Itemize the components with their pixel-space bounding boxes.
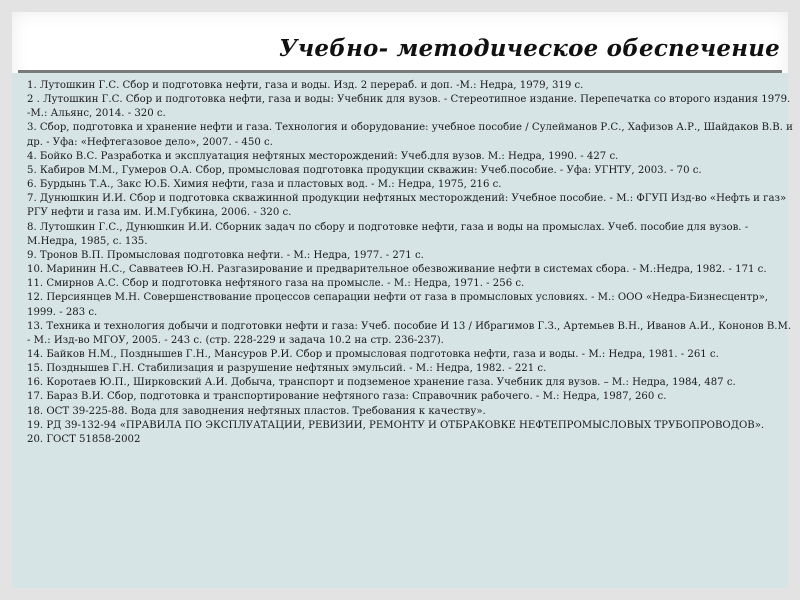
reference-item: 10. Маринин Н.С., Савватеев Ю.Н. Разгазирование и предварительное обезвоживание нефти в системах сбора. - М.:Недра, 1982. - 171 с. [27, 264, 767, 276]
reference-item: 19. РД 39-132-94 «ПРАВИЛА ПО ЭКСПЛУАТАЦИИ, РЕВИЗИИ, РЕМОНТУ И ОТБРАКОВКЕ НЕФТЕПРОМЫСЛОВЫХ ТРУБОПРОВОДОВ». [27, 419, 765, 431]
reference-item: 7. Дунюшкин И.И. Сбор и подготовка скважинной продукции нефтяных месторождений: Учебное пособие. - М.: ФГУП Изд-во «Нефть и газ» РГУ нефти и газа им. И.М.Губкина, 2006. - 320 с. [27, 193, 787, 219]
reference-item: 4. Бойко В.С. Разработка и эксплуатация нефтяных месторождений: Учеб.для вузов. М.: Недра, 1990. - 427 с. [27, 150, 619, 162]
reference-item: 11. Смирнов А.С. Сбор и подготовка нефтяного газа на промысле. - М.: Недра, 1971. - 256 с. [27, 278, 525, 290]
reference-item: 20. ГОСТ 51858-2002 [27, 433, 141, 445]
reference-item: 13. Техника и технология добычи и подготовки нефти и газа: Учеб. пособие И 13 / Ибрагимов Г.З., Артемьев В.Н., Иванов А.И., Кононов В.М. - М.: Изд-во МГОУ, 2005. - 243 с. (стр. 228-229 и задача 10.2 на стр. 236-237). [27, 320, 792, 346]
reference-item: 2 . Лутошкин Г.С. Сбор и подготовка нефти, газа и воды: Учебник для вузов. - Стереотипное издание. Перепечатка со второго издания 1979. -М.: Альянс, 2014. - 320 с. [27, 94, 791, 120]
reference-item: 17. Бараз В.И. Сбор, подготовка и транспортирование нефтяного газа: Справочник рабочего. - М.: Недра, 1987, 260 с. [27, 391, 667, 403]
reference-item: 8. Лутошкин Г.С., Дунюшкин И.И. Сборник задач по сбору и подготовке нефти, газа и воды на промыслах. Учеб. пособие для вузов. - М.Недра, 1985, с. 135. [27, 221, 749, 247]
reference-item: 15. Позднышев Г.Н. Стабилизация и разрушение нефтяных эмульсий. - М.: Недра, 1982. - 221 с. [27, 363, 547, 375]
reference-item: 3. Сбор, подготовка и хранение нефти и газа. Технология и оборудование: учебное пособие / Сулейманов Р.С., Хафизов А.Р., Шайдаков В.В. и др. - Уфа: «Нефтегазовое дело», 2007. - 450 с. [27, 122, 793, 148]
reference-item: 18. ОСТ 39-225-88. Вода для заводнения нефтяных пластов. Требования к качеству». [27, 405, 486, 417]
reference-item: 9. Тронов В.П. Промысловая подготовка нефти. - М.: Недра, 1977. - 271 с. [27, 249, 424, 261]
reference-item: 6. Бурдынь Т.А., Закс Ю.Б. Химия нефти, газа и пластовых вод. - М.: Недра, 1975, 216 с. [27, 179, 502, 191]
reference-item: 14. Байков Н.М., Позднышев Г.Н., Мансуров Р.И. Сбор и промысловая подготовка нефти, газа и воды. - М.: Недра, 1981. - 261 с. [27, 348, 719, 360]
reference-item: 12. Персиянцев М.Н. Совершенствование процессов сепарации нефти от газа в промысловых условиях. - М.: ООО «Недра-Бизнесцентр», 1999. - 283 с. [27, 292, 769, 318]
slide-title: Учебно- методическое обеспечение [278, 35, 780, 62]
references-panel [12, 73, 793, 588]
reference-item: 1. Лутошкин Г.С. Сбор и подготовка нефти, газа и воды. Изд. 2 перераб. и доп. -М.: Недра, 1979, 319 с. [27, 80, 584, 91]
reference-item: 5. Кабиров М.М., Гумеров О.А. Сбор, промысловая подготовка продукции скважин: Учеб.пособие. - Уфа: УГНТУ, 2003. - 70 с. [27, 164, 702, 176]
references-list [27, 79, 793, 447]
reference-item: 16. Коротаев Ю.П., Ширковский А.И. Добыча, транспорт и подземеное хранение газа. Учебник для вузов. – М.: Недра, 1984, 487 с. [27, 377, 736, 389]
